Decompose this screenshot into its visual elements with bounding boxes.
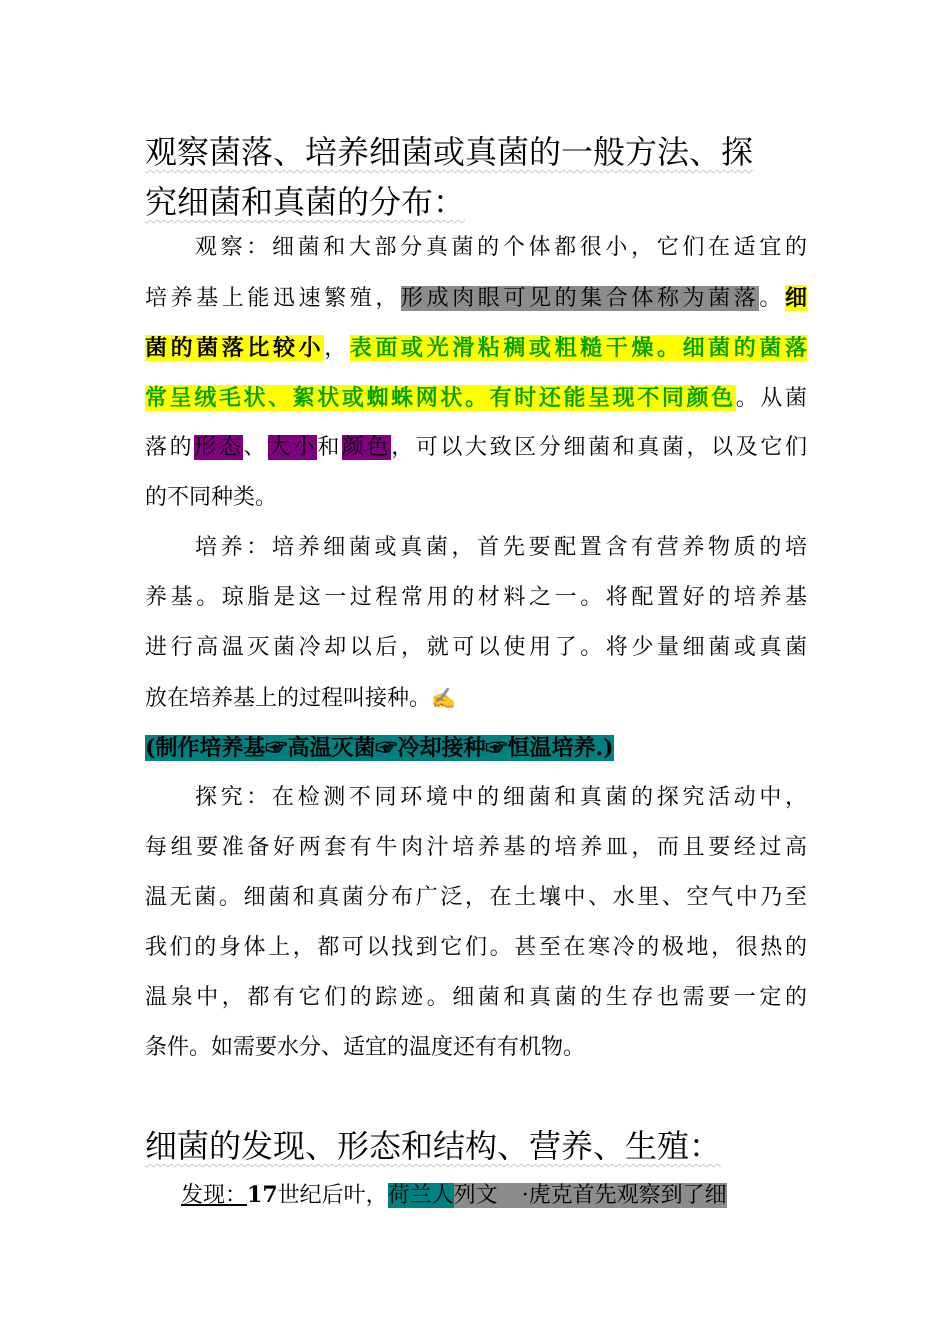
discovery-century: 17 <box>247 1182 278 1208</box>
culture-text-3: 进行高温灭菌冷却以后，就可以使用了。将少量细菌或真菌 <box>145 635 807 660</box>
observe-text-5c: 、 <box>243 435 269 460</box>
observe-line-4 <box>145 373 807 423</box>
bacteria-colony-small-highlight: 菌的菌落比较小 <box>145 335 325 361</box>
explore-text-6: 条件。如需要水分、适宜的温度还有有机物。 <box>145 1035 586 1060</box>
culture-text-2: 养基。琼脂是这一过程常用的材料之一。将配置好的培养基 <box>145 585 807 610</box>
explore-line-2 <box>145 823 807 873</box>
observe-text-3b: ， <box>324 336 350 361</box>
explore-line-4 <box>145 923 807 973</box>
observe-text-2c: 。 <box>759 286 785 311</box>
explore-text-4: 我们的身体上，都可以找到它们。甚至在寒冷的极地，很热的 <box>145 935 807 960</box>
explore-line-3 <box>145 873 807 923</box>
discovery-line <box>145 1170 807 1220</box>
dutch-highlight: 荷兰人 <box>387 1183 454 1208</box>
pointing-hand-icon: ☞ <box>375 735 398 761</box>
culture-steps-line <box>145 723 807 773</box>
explore-line-5 <box>145 973 807 1023</box>
culture-text-4: 放在培养基上的过程叫接种。 <box>145 686 432 711</box>
observe-text-2a: 培养基上能迅速繁殖， <box>145 286 401 311</box>
observe-text-5g: ，可以大致区分细菌和真菌，以及它们 <box>391 435 807 460</box>
pointing-hand-icon: ☞ <box>485 735 508 761</box>
culture-text-1: 培养：培养细菌或真菌，首先要配置含有营养物质的培 <box>195 535 807 560</box>
shape-highlight: 形态 <box>194 435 244 460</box>
culture-line-1 <box>145 523 807 573</box>
culture-line-3 <box>145 623 807 673</box>
observe-text-1: 观察：细菌和大部分真菌的个体都很小，它们在适宜的 <box>195 235 807 260</box>
explore-text-2: 每组要准备好两套有牛肉汁培养基的培养皿，而且要经过高 <box>145 835 807 860</box>
section1-title-line1: 观察菌落、培养细菌或真菌的一般方法、探 <box>145 133 754 171</box>
pointing-hand-icon: ☞ <box>265 735 288 761</box>
leeuwenhoek-name-part2: ·虎克首先观察到了细 <box>498 1183 727 1208</box>
colony-shape-highlight: 常呈绒毛状、絮状或蜘蛛网状。有时还能呈现不同颜色 <box>145 385 736 411</box>
observe-line-1 <box>145 223 807 273</box>
explore-line-1 <box>145 773 807 823</box>
step-cool-inoculate: 冷却接种 <box>397 735 486 761</box>
observe-line-3 <box>145 323 807 373</box>
culture-line-4 <box>145 673 807 723</box>
colony-definition-highlight: 形成肉眼可见的集合体称为菌落 <box>400 286 760 311</box>
colony-surface-highlight: 表面或光滑粘稠或粗糙干燥。细菌的菌落 <box>349 335 807 361</box>
explore-text-3: 温无菌。细菌和真菌分布广泛，在土壤中、水里、空气中乃至 <box>145 885 807 910</box>
observe-text-5e: 和 <box>317 435 342 460</box>
leeuwenhoek-name-part1: 列文 <box>453 1183 498 1208</box>
observe-line-2 <box>145 273 807 323</box>
discovery-label: 发现： <box>181 1183 248 1208</box>
observe-text-4b: 。从菌 <box>735 386 807 411</box>
step-prepare-medium: (制作培养基 <box>145 735 266 761</box>
writing-hand-icon: ✍ <box>431 686 456 710</box>
observe-text-2d: 细 <box>784 285 807 311</box>
observe-line-6 <box>145 473 807 523</box>
step-sterilize: 高温灭菌 <box>287 735 376 761</box>
section2-title: 细菌的发现、形态和结构、营养、生殖： <box>145 1127 722 1165</box>
observe-text-6: 的不同种类。 <box>145 485 278 510</box>
explore-text-1: 探究：在检测不同环境中的细菌和真菌的探究活动中， <box>195 785 807 810</box>
observe-line-5 <box>145 423 807 473</box>
color-highlight: 颜色 <box>341 435 392 460</box>
explore-line-6 <box>145 1023 807 1073</box>
culture-line-2 <box>145 573 807 623</box>
explore-text-5: 温泉中，都有它们的踪迹。细菌和真菌的生存也需要一定的 <box>145 985 807 1010</box>
section1-title-line2: 究细菌和真菌的分布： <box>145 183 466 221</box>
discovery-text: 世纪后叶， <box>277 1183 388 1208</box>
size-highlight: 大小 <box>268 435 318 460</box>
step-incubate: 恒温培养.) <box>507 735 614 761</box>
observe-text-5a: 落的 <box>145 435 195 460</box>
